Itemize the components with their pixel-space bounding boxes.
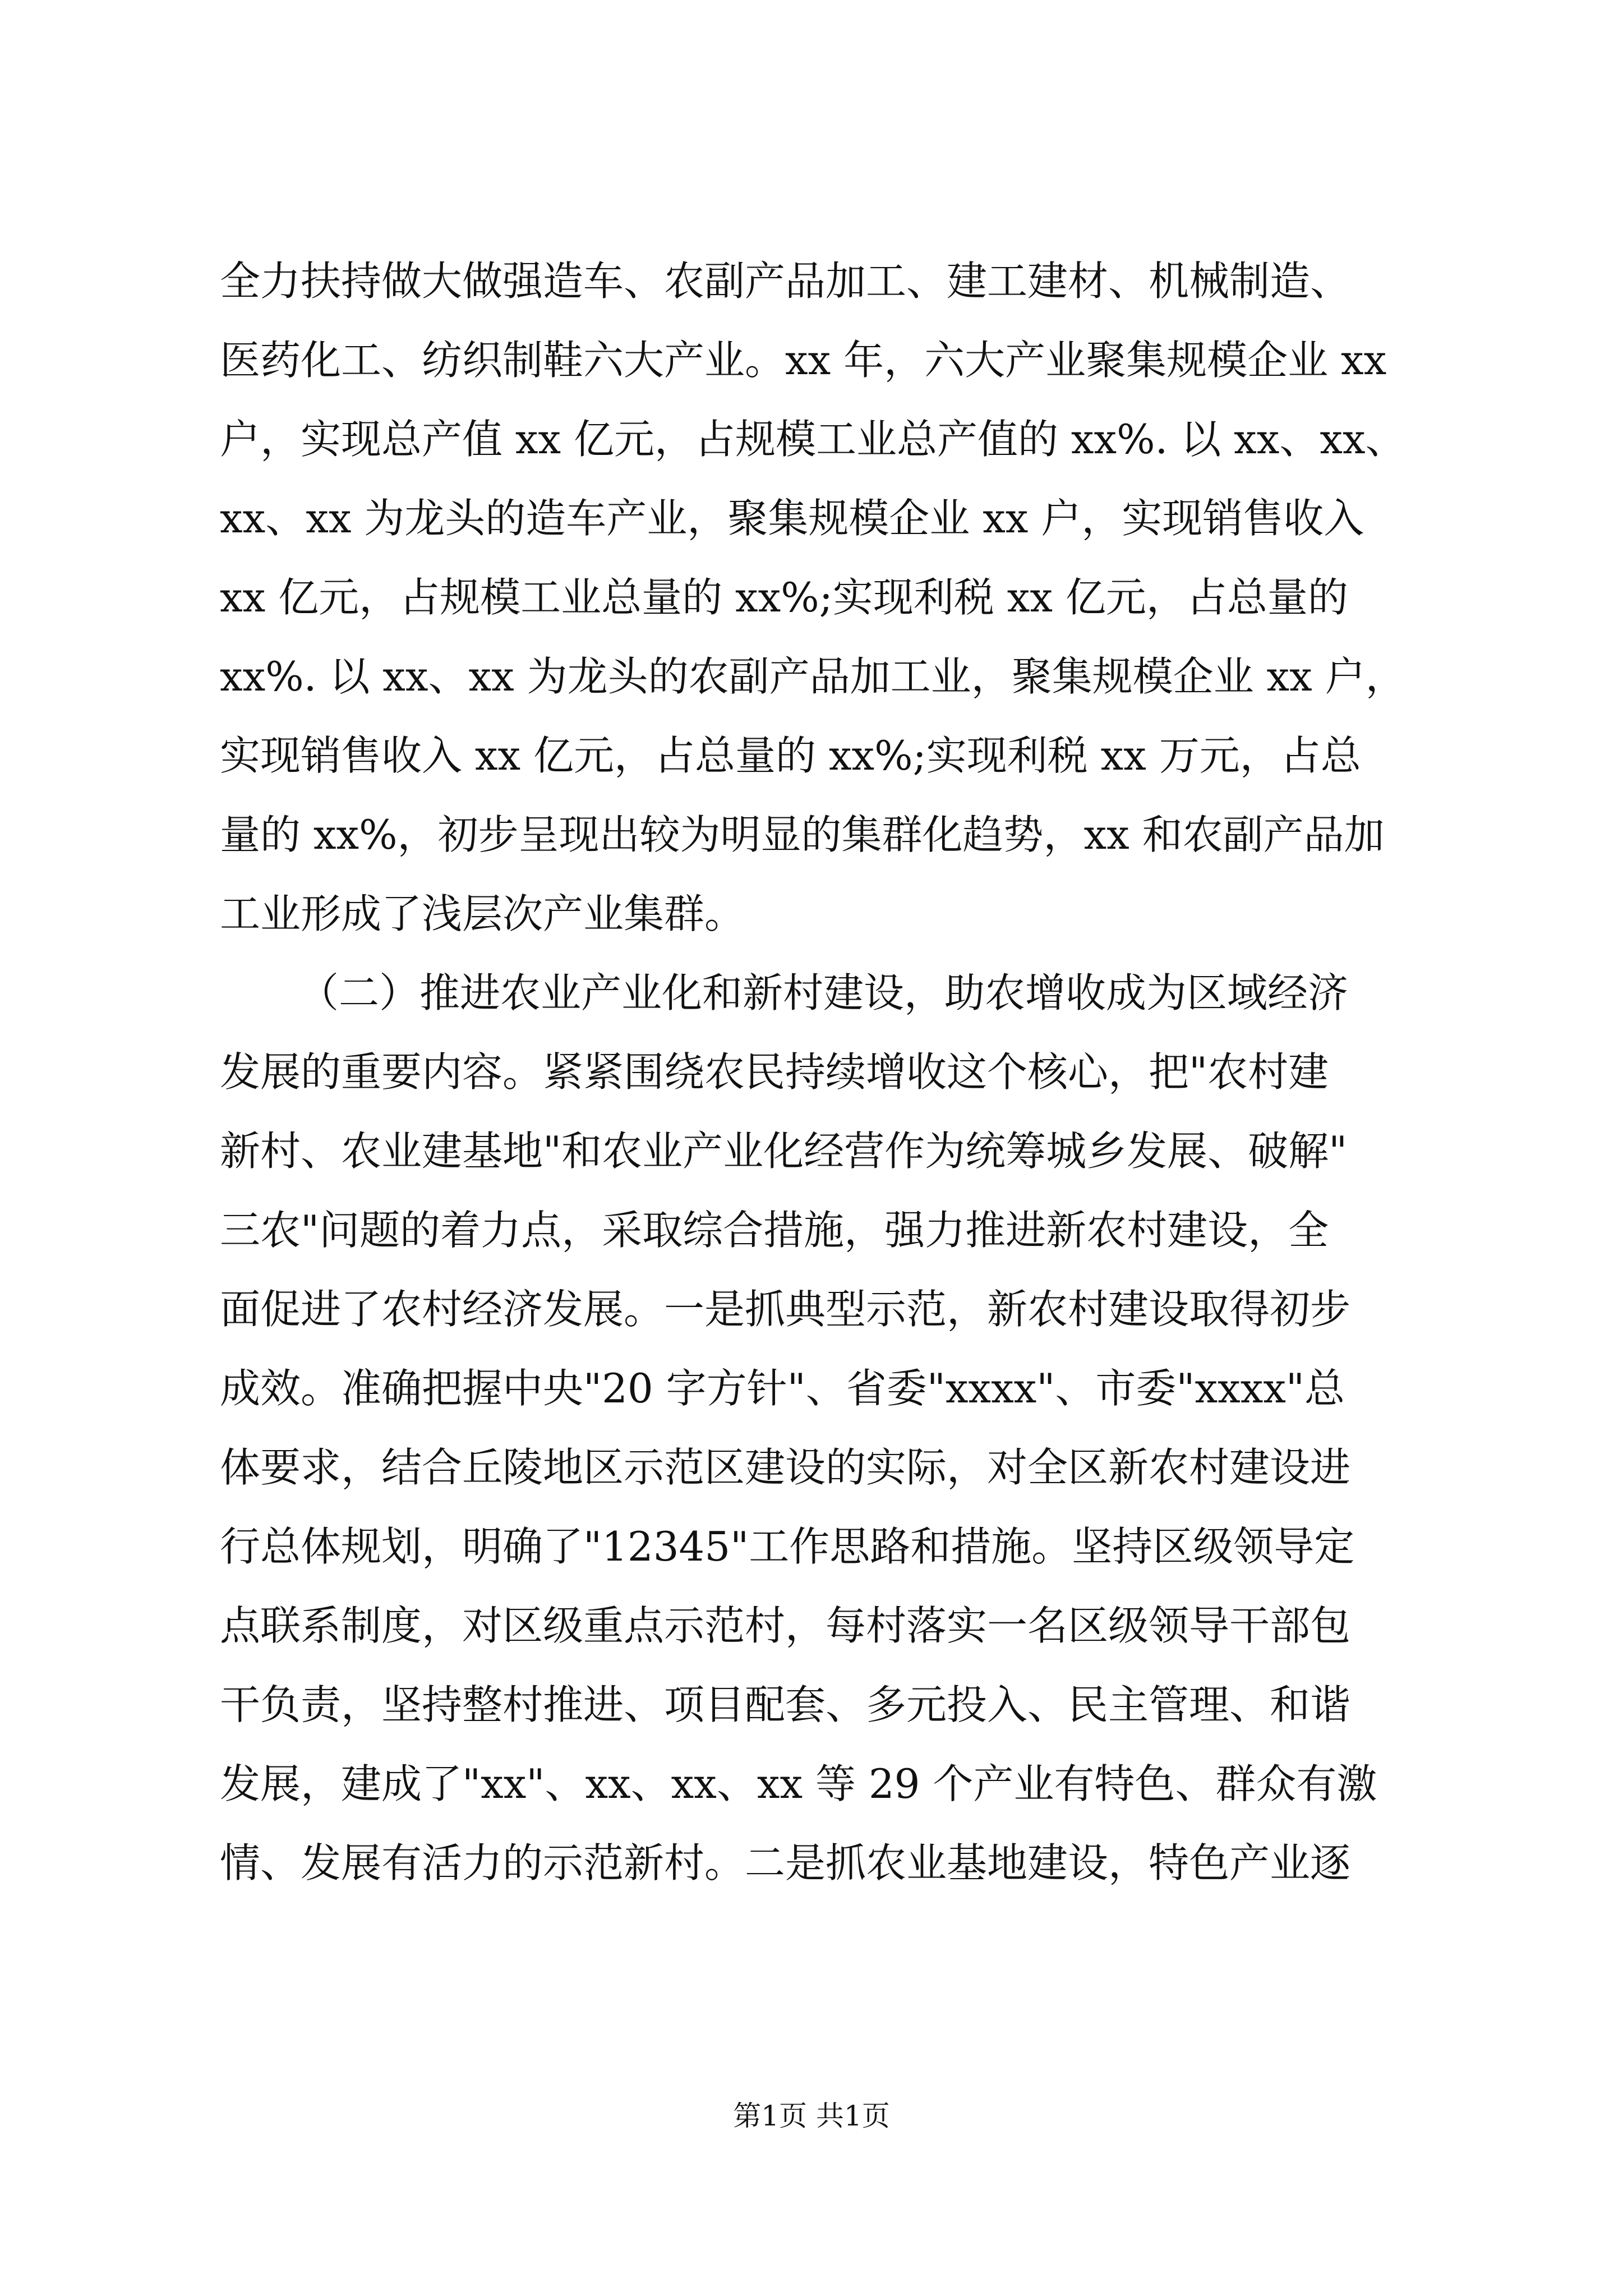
paragraph-line: 全力扶持做大做强造车、农副产品加工、建工建材、机械制造、 [220, 257, 1351, 305]
paragraph-line: 新村、农业建基地"和农业产业化经营作为统筹城乡发展、破解" [220, 1128, 1348, 1175]
paragraph-line: 工业形成了浅层次产业集群。 [220, 890, 745, 937]
paragraph-line: 情、发展有活力的示范新村。二是抓农业基地建设，特色产业逐 [220, 1839, 1351, 1887]
paragraph-line: xx%. 以 xx、xx 为龙头的农副产品加工业，聚集规模企业 xx 户， [220, 653, 1406, 700]
paragraph-line: 户，实现总产值 xx 亿元，占规模工业总产值的 xx%. 以 xx、xx、 [220, 416, 1406, 463]
paragraph-line: 发展的重要内容。紧紧围绕农民持续增收这个核心，把"农村建 [220, 1048, 1329, 1096]
paragraph-line: 点联系制度，对区级重点示范村，每村落实一名区级领导干部包 [220, 1602, 1351, 1649]
paragraph-line: xx 亿元，占规模工业总量的 xx%;实现利税 xx 亿元，占总量的 [220, 574, 1348, 621]
paragraph-line: 面促进了农村经济发展。一是抓典型示范，新农村建设取得初步 [220, 1286, 1351, 1333]
page-footer: 第1页 共1页 [733, 2100, 890, 2132]
paragraph-line: xx、xx 为龙头的造车产业，聚集规模企业 xx 户，实现销售收入 [220, 495, 1364, 542]
paragraph-line: 体要求，结合丘陵地区示范区建设的实际，对全区新农村建设进 [220, 1444, 1351, 1491]
paragraph-line: 行总体规划，明确了"12345"工作思路和措施。坚持区级领导定 [220, 1523, 1355, 1570]
paragraph-line: 量的 xx%，初步呈现出较为明显的集群化趋势，xx 和农副产品加 [220, 811, 1385, 858]
paragraph-line: 三农"问题的着力点，采取综合措施，强力推进新农村建设，全 [220, 1207, 1329, 1254]
paragraph-line: 医药化工、纺织制鞋六大产业。xx 年，六大产业聚集规模企业 xx [220, 337, 1387, 384]
paragraph-line: 干负责，坚持整村推进、项目配套、多元投入、民主管理、和谐 [220, 1681, 1351, 1728]
paragraph-heading-line: （二）推进农业产业化和新村建设，助农增收成为区域经济 [298, 969, 1349, 1016]
paragraph-line: 发展，建成了"xx"、xx、xx、xx 等 29 个产业有特色、群众有激 [220, 1760, 1377, 1807]
paragraph-line: 实现销售收入 xx 亿元，占总量的 xx%;实现利税 xx 万元，占总 [220, 732, 1361, 779]
paragraph-line: 成效。准确把握中央"20 字方针"、省委"xxxx"、市委"xxxx"总 [220, 1365, 1345, 1412]
